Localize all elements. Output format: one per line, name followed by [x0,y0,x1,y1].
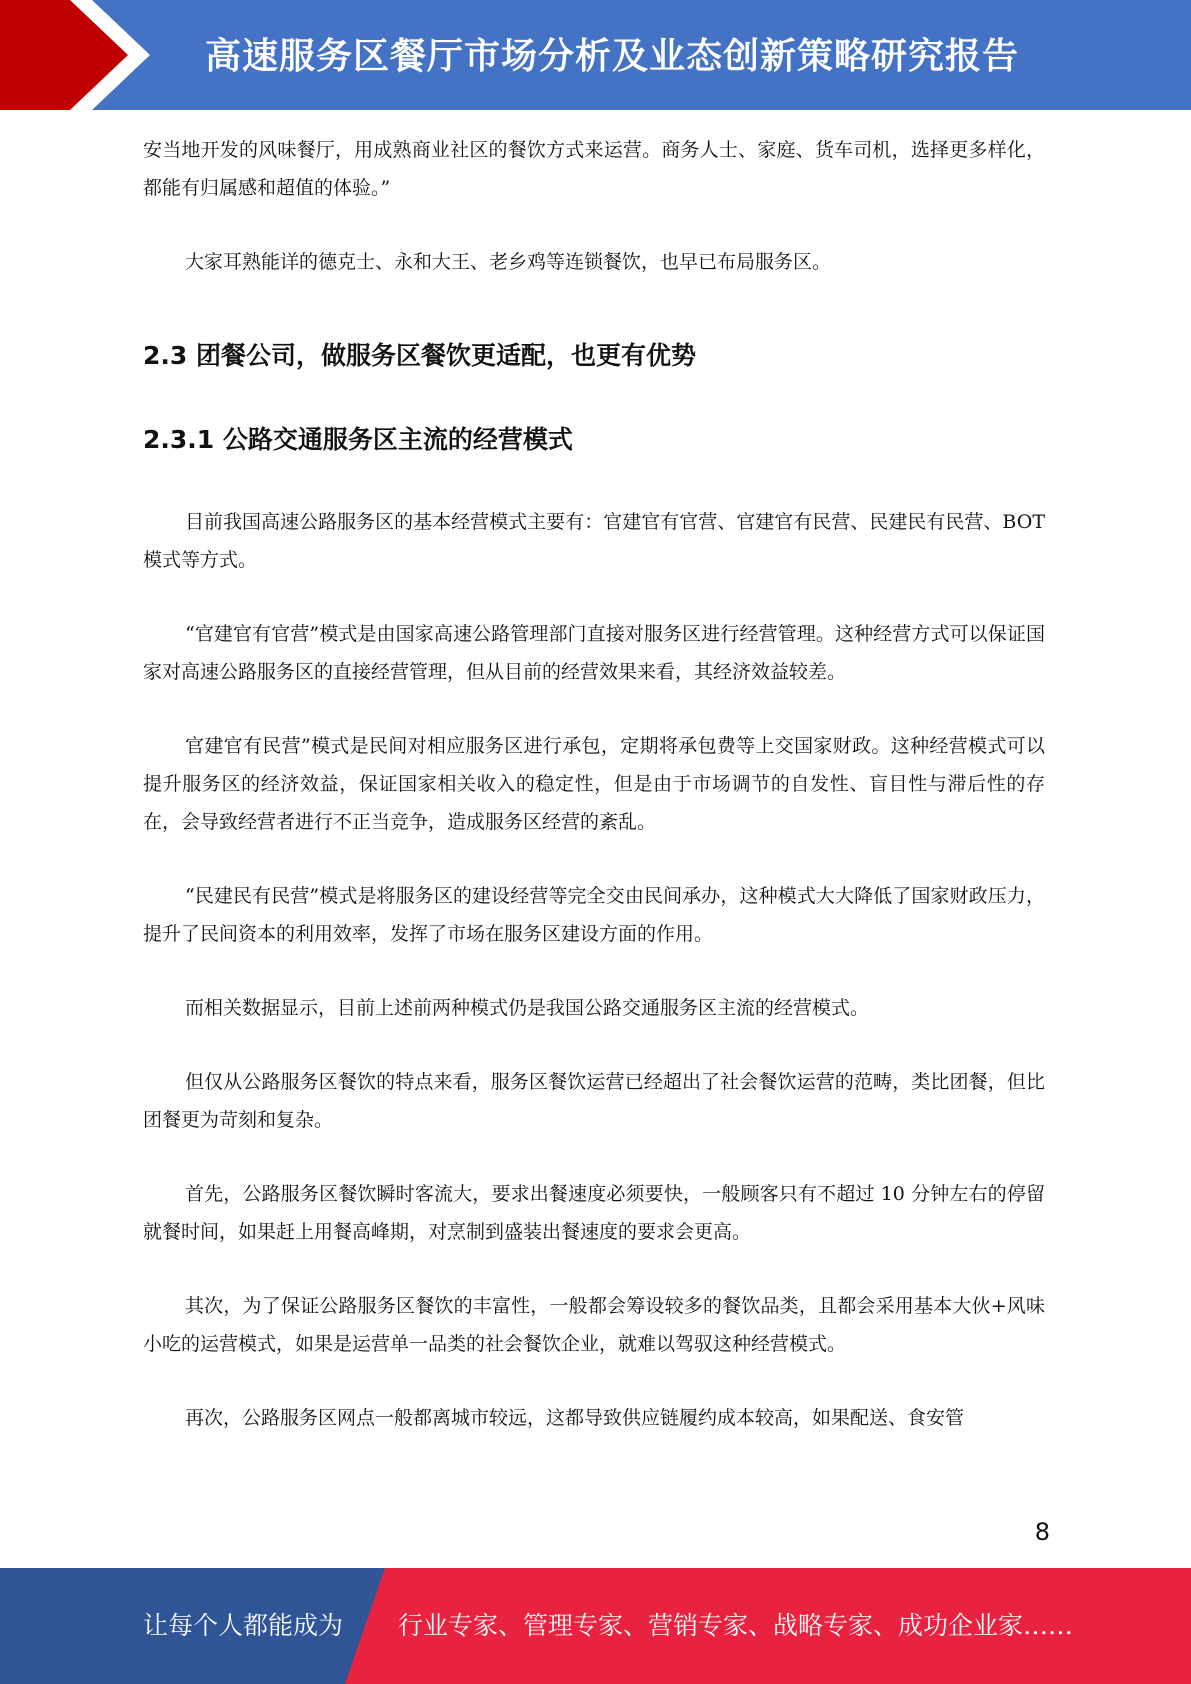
paragraph-9: 首先，公路服务区餐饮瞬时客流大，要求出餐速度必须要快，一般顾客只有不超过 10 分钟左右的停留就餐时间，如果赶上用餐高峰期，对烹制到盛装出餐速度的要求会更高。 [143,1183,1045,1243]
footer-slogan-left: 让每个人都能成为 [143,1611,344,1640]
paragraph-1: 安当地开发的风味餐厅，用成熟商业社区的餐饮方式来运营。商务人士、家庭、货车司机，选择更多样化，都能有归属感和超值的体验。” [143,139,1045,199]
paragraph-11: 再次，公路服务区网点一般都离城市较远，这都导致供应链履约成本较高，如果配送、食安管 [185,1407,965,1429]
paragraph-10: 其次，为了保证公路服务区餐饮的丰富性，一般都会筹设较多的餐饮品类，且都会采用基本大伙+风味小吃的运营模式，如果是运营单一品类的社会餐饮企业，就难以驾驭这种经营模式。 [143,1295,1045,1355]
paragraph-5: 官建官有民营”模式是民间对相应服务区进行承包，定期将承包费等上交国家财政。这种经营模式可以提升服务区的经济效益，保证国家相关收入的稳定性，但是由于市场调节的自发性、盲目性与滞后性的存在，会导致经营者进行不正当竞争，造成服务区经营的紊乱。 [143,735,1045,833]
paragraph-7: 而相关数据显示，目前上述前两种模式仍是我国公路交通服务区主流的经营模式。 [185,997,870,1019]
paragraph-3: 目前我国高速公路服务区的基本经营模式主要有：官建官有官营、官建官有民营、民建民有民营、BOT 模式等方式。 [143,511,1045,571]
paragraph-6: “民建民有民营”模式是将服务区的建设经营等完全交由民间承办，这种模式大大降低了国家财政压力，提升了民间资本的利用效率，发挥了市场在服务区建设方面的作用。 [143,885,1045,945]
page-footer [0,1568,1191,1684]
page-number: 8 [1034,1518,1050,1546]
header-title: 高速服务区餐厅市场分析及业态创新策略研究报告 [205,36,1020,77]
page-header [0,0,1191,110]
page-content [143,131,1045,1473]
section-heading-2-3: 2.3 团餐公司，做服务区餐饮更适配，也更有优势 [143,341,696,370]
footer-slogan-right: 行业专家、管理专家、营销专家、战略专家、成功企业家…… [398,1611,1074,1640]
paragraph-2: 大家耳熟能详的德克士、永和大王、老乡鸡等连锁餐饮，也早已布局服务区。 [185,251,832,273]
subsection-heading-2-3-1: 2.3.1 公路交通服务区主流的经营模式 [143,425,573,454]
paragraph-8: 但仅从公路服务区餐饮的特点来看，服务区餐饮运营已经超出了社会餐饮运营的范畴，类比团餐，但比团餐更为苛刻和复杂。 [143,1071,1045,1131]
paragraph-4: “官建官有官营”模式是由国家高速公路管理部门直接对服务区进行经营管理。这种经营方式可以保证国家对高速公路服务区的直接经营管理，但从目前的经营效果来看，其经济效益较差。 [143,623,1045,683]
